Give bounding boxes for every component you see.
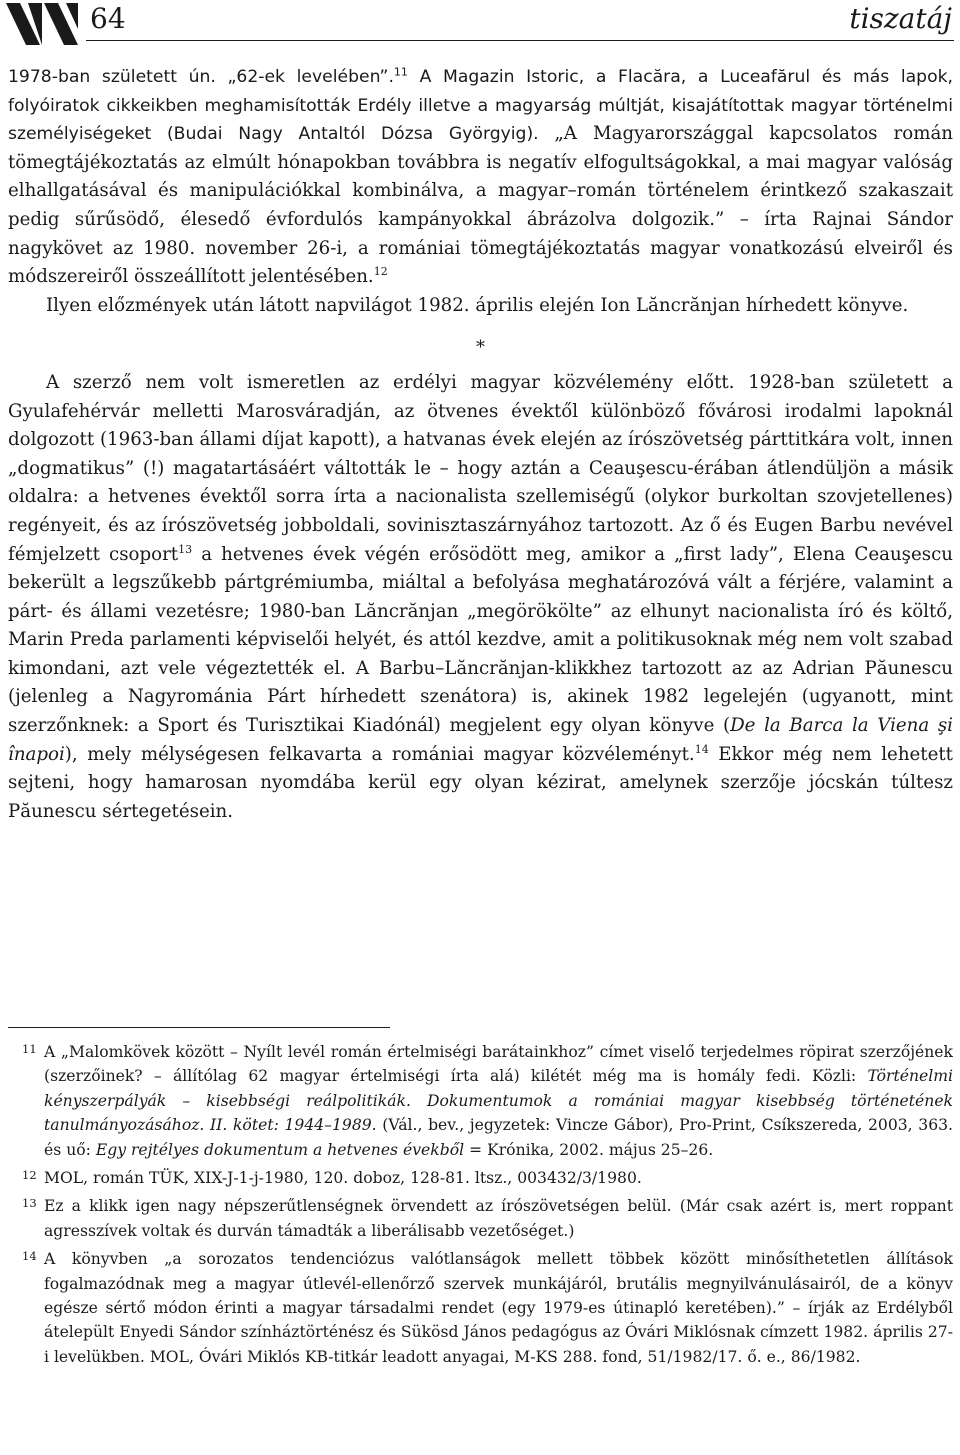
footnote-11 — [8, 1040, 953, 1162]
section-separator: * — [476, 337, 485, 359]
article-title: Egy rejtélyes dokumentum a hetvenes évekből — [95, 1140, 465, 1159]
paragraph-1 — [8, 63, 953, 292]
footnote-number: 11 — [22, 1042, 37, 1056]
footnote-ref-11: 11 — [393, 65, 408, 79]
footnote-number: 12 — [22, 1168, 37, 1183]
text-span: A „Malomkövek között – Nyílt levél román értelmiségi barátainkhoz” címet viselő terjedelmes röpirat szerzőjének (szerzőinek? – állítólag 62 magyar értelmiségi írta alá) kilétét még ma is homály fedi. Közli: — [44, 1043, 953, 1086]
footnotes — [8, 1040, 953, 1373]
text-span: A szerző nem volt ismeretlen az erdélyi magyar közvélemény előtt. 1928-ban született a Gyulafehérvár melletti Marosváradján, az ötvenes évektől különböző fővárosi irodalmi lapoknál dolgozott (1963-ban állami díjat kapott), a hatvanas évek elején az írószövetség párttitkára volt, innen „dogmatikus” (!) magatartásáért váltották le – hogy aztán a Ceauşescu-érában átlendüljön a másik oldalra: a hetvenes évektől sorra írta a nacionalista szellemiségű (olykor burkoltan szovjetellenes) regényeit, és az írószövetség jobboldali, sovinisztaszárnyához tartozott. Az ő és Eugen Barbu nevével fémjelzett csoport — [8, 371, 953, 565]
footnote-text — [44, 1040, 953, 1162]
text-span: 1978-ban született ún. „62-ek levelében”. — [8, 67, 394, 87]
footnote-number: 14 — [22, 1249, 37, 1264]
text-span: Ekkor még nem lehetett sejteni, hogy hamarosan nyomdába kerül egy olyan kézirat, amelynek szerzője jócskán túltesz Păunescu sértegetésein. — [8, 743, 953, 822]
journal-logo-icon — [6, 3, 78, 45]
footnote-12 — [8, 1166, 953, 1190]
text-span: = Krónika, 2002. május 25–26. — [464, 1140, 714, 1159]
journal-name: tiszatáj — [849, 2, 952, 35]
footnote-rule — [8, 1027, 390, 1028]
text-span: a hetvenes évek végén erősödött meg, amikor a „first lady”, Elena Ceauşescu bekerült a legszűkebb pártgrémiumba, miáltal a befolyása meghatározóvá vált a férjére, valamint a párt- és állami vezetésre; 1980-ban Lăncrănjan „megörökölte” az elhunyt nacionalista író és költő, Marin Preda parlamenti képviselői helyét, és attól kezdve, amit a politikusoknak még nem volt szabad kimondani, azt vele végeztették el. A Barbu–Lăncrănjan-klikkhez tartozott az az Adrian Păunescu (jelenleg a Nagyrománia Párt hírhedett szenátora) is, akinek 1982 legelején (ugyanott, mint szerzőnknek: a Sport és Turisztikai Kiadónál) megjelent egy olyan könyve ( — [8, 543, 953, 737]
page-number: 64 — [90, 2, 126, 35]
text-span: A Magazin Istoric, a Flacăra, a Luceafărul és más lapok, folyóiratok cikkeikben meghamisították Erdély illetve a magyarság múltját, kisajátítottak magyar történelmi személyiségeket (Budai Nagy Antaltól Dózsa Györgyig). — [8, 67, 954, 145]
footnote-text: A könyvben „a sorozatos tendenciózus valótlanságok mellett többek között minősíthetetlen állítások fogalmazódnak meg a magyar útlevél-ellenőrző szervek munkájáról, brutális megnyilvánulásairól, de a könyv egésze sértő módon érinti a magyar társadalmi rendet (egy 1979-es útinapló keretében).” – írják az Erdélyből átelepült Enyedi Sándor színháztörténész és Sükösd János pedagógus az Óvári Miklósnak címzett 1982. április 27-i levelükben. MOL, Óvári Miklós KB-titkár leadott anyagai, M-KS 288. fond, 51/1982/17. ő. e., 86/1982. — [44, 1250, 953, 1366]
paragraph-2: Ilyen előzmények után látott napvilágot 1982. április elején Ion Lăncrănjan hírhedett könyve. — [46, 294, 909, 316]
footnote-ref-12: 12 — [373, 265, 388, 279]
footnote-text: MOL, román TÜK, XIX-J-1-j-1980, 120. doboz, 128-81. ltsz., 003432/3/1980. — [44, 1169, 642, 1188]
page-header — [0, 0, 960, 48]
footnote-text: Ez a klikk igen nagy népszerűtlenségnek örvendett az írószövetségen belül. (Már csak azért is, mert roppant agresszívek voltak és durván támadták a liberálisabb vezetőséget.) — [44, 1197, 953, 1240]
paragraph-3 — [8, 369, 953, 827]
footnote-ref-14: 14 — [694, 742, 709, 756]
book-title: De la Barca la Viena şi înapoi — [8, 715, 953, 765]
footnote-number: 13 — [22, 1196, 37, 1211]
header-rule — [86, 40, 954, 41]
text-span: ), mely mélységesen felkavarta a romániai magyar közvéleményt. — [64, 743, 695, 765]
body-text — [8, 63, 953, 826]
text-span: (Vál., bev., jegyzetek: Vincze Gábor), Pro-Print, Csíkszereda, 2003, 363. és uő: — [44, 1116, 954, 1159]
footnote-13 — [8, 1194, 953, 1243]
quote-span: „A Magyarországgal kapcsolatos román tömegtájékoztatás az elmúlt hónapokban továbbra is negatív elfogultságokkal, a mai magyar valóság elhallgatásával és manipulációkkal kombinálva, a magyar–román történelem érintkező szakaszait pedig sűrűsödő, élesedő évfordulós kampányokkal ábrázolva dolgozik.” – írta Rajnai Sándor nagykövet az 1980. november 26-i, a romániai tömegtájékoztatás magyar vonatkozású elveiről és módszereiről összeállított jelentésében. — [8, 123, 953, 288]
source-title: Történelmi kényszerpályák – kisebbségi reálpolitikák. Dokumentumok a romániai magyar kisebbség történetének tanulmányozásához. II. kötet: 1944–1989. — [44, 1067, 953, 1135]
footnote-ref-13: 13 — [178, 542, 193, 556]
footnote-14 — [8, 1247, 953, 1369]
